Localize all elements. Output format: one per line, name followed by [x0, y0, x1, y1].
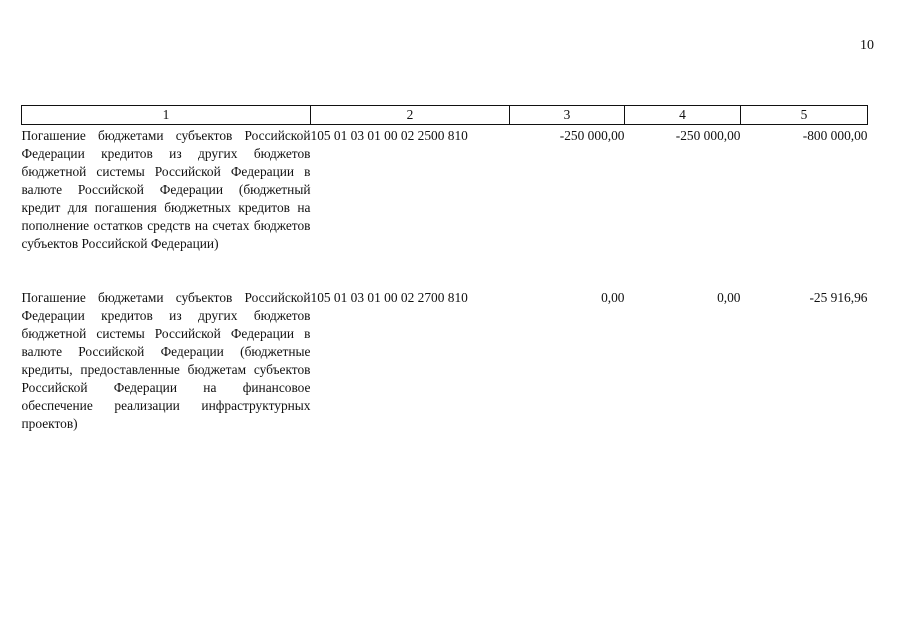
- column-header-1: 1: [22, 106, 311, 125]
- row-budget-code: 105 01 03 01 00 02 2700 810: [310, 290, 468, 305]
- row-value-col4: 0,00: [717, 290, 741, 305]
- row-budget-code: 105 01 03 01 00 02 2500 810: [310, 128, 468, 143]
- column-header-5: 5: [741, 106, 868, 125]
- row-value-col5: -25 916,96: [809, 290, 868, 305]
- page-number: 10: [860, 38, 874, 53]
- row-value-col4: -250 000,00: [675, 128, 741, 143]
- row-description: Погашение бюджетами субъектов Российской Федерации кредитов из других бюджетов бюджетной системы Российской Федерации в валюте Российской Федерации (бюджетный кредит для погашения бюджетных кредитов на пополнение остатков средств на счетах бюджетов субъектов Российской Федерации): [21, 128, 311, 251]
- table-row: [22, 289, 868, 433]
- column-header-2: 2: [311, 106, 510, 125]
- column-header-3: 3: [510, 106, 625, 125]
- table-header: [22, 106, 868, 125]
- row-description: Погашение бюджетами субъектов Российской Федерации кредитов из других бюджетов бюджетной системы Российской Федерации в валюте Российской Федерации (бюджетные кредиты, предоставленные бюджетам субъектов Российской Федерации на финансовое обеспечение реализации инфраструктурных проектов): [21, 290, 311, 431]
- budget-table: [21, 105, 868, 433]
- table-row: [22, 125, 868, 290]
- table-header-row: [22, 106, 868, 125]
- row-value-col3: -250 000,00: [559, 128, 625, 143]
- row-value-col5: -800 000,00: [802, 128, 868, 143]
- column-header-4: 4: [625, 106, 741, 125]
- row-value-col3: 0,00: [601, 290, 625, 305]
